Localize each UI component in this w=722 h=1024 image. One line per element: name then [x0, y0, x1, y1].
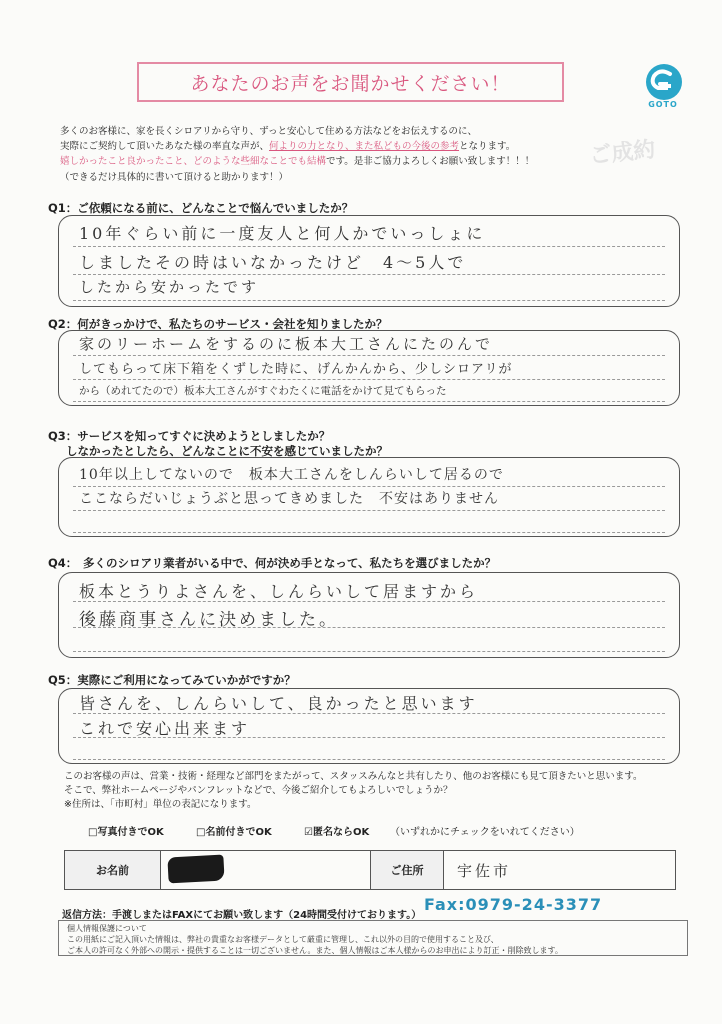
- name-ok-checkbox[interactable]: □名前付きでOK: [196, 827, 272, 838]
- page-title: [137, 62, 564, 102]
- address-label: ご住所: [371, 851, 443, 889]
- answer-line: 家のリーホームをするのに板本大工さんにたのんで: [79, 335, 494, 353]
- question-1-label: Q1：ご依頼になる前に、どんなことで悩んでいましたか？: [48, 201, 354, 215]
- intro-emphasis: 何よりの力となり、また私どもの今後の参考: [269, 141, 460, 152]
- return-method-note: 返信方法：手渡しまたはFAXにてお願い致します（24時間受付けております。）: [62, 910, 422, 921]
- question-2-label: Q2：何がきっかけで、私たちのサービス・会社を知りましたか？: [48, 317, 388, 331]
- address-value[interactable]: 宇佐市: [457, 862, 512, 880]
- photo-ok-checkbox[interactable]: □写真付きでOK: [88, 827, 164, 838]
- question-3-answer-box[interactable]: [58, 457, 680, 537]
- privacy-line-2: ご本人の許可なく外部への開示・提供することは一切ございません。また、個人情報はご本人様からのお申出により訂正・削除致します。: [67, 946, 563, 955]
- contact-table: [64, 850, 676, 890]
- checkbox-note: （いずれかにチェックをいれてください）: [390, 827, 580, 838]
- answer-line: 後藤商事さんに決めました。: [79, 610, 339, 630]
- consent-line-2: そこで、弊社ホームページやパンフレットなどで、今後ご紹介してもよろしいでしょうか？: [64, 785, 453, 796]
- privacy-notice: [58, 920, 688, 956]
- question-4-answer-box[interactable]: [58, 572, 680, 658]
- answer-line: 皆さんを、しんらいして、良かったと思います: [79, 694, 478, 713]
- question-1-answer-box[interactable]: [58, 215, 680, 307]
- answer-line: 10年以上してないので 板本大工さんをしんらいして居るので: [79, 467, 504, 483]
- fax-number: Fax:0979-24-3377: [424, 895, 603, 914]
- intro-line-2: 実際にご契約して頂いたあなた様の率直な声が、何よりの力となり、また私どもの今後の参考となります。: [60, 141, 516, 152]
- logo-text: GOTO: [648, 100, 678, 109]
- privacy-line-1: この用紙にご記入頂いた情報は、弊社の貴重なお客様データとして厳重に管理し、これ以外の目的で使用すること及び、: [67, 935, 499, 944]
- consent-line-1: このお客様の声は、営業・技術・経理など部門をまたがって、スタッスみんなと共有したり、他のお客様にも見て頂きたいと思います。: [64, 771, 643, 782]
- answer-line: 板本とうりよさんを、しんらいして居ますから: [79, 582, 479, 601]
- answer-line: したから安かったです: [79, 278, 260, 296]
- intro-line-3: 嬉しかったこと良かったこと、どのような些細なことでも結構です。是非ご協力よろしくお願い致します！！！: [60, 156, 535, 167]
- question-5-label: Q5：実際にご利用になってみていかがですか？: [48, 673, 296, 687]
- answer-line: ここならだいじょうぶと思ってきめました 不安はありません: [79, 491, 499, 507]
- intro-line-4: （できるだけ具体的に書いて頂けると助かります！）: [60, 172, 289, 183]
- consent-line-3: ※住所は、「市町村」単位の表記になります。: [64, 799, 257, 810]
- answer-line: から（めれてたので）板本大工さんがすぐわたくに電話をかけて見てもらった: [79, 385, 447, 397]
- name-redaction: [167, 855, 224, 884]
- page-title-text: あなたのお声をお聞かせください！: [190, 72, 511, 95]
- answer-line: 10年ぐらい前に一度友人と何人かでいっしょに: [79, 224, 486, 243]
- name-label: お名前: [65, 851, 160, 889]
- question-2-answer-box[interactable]: [58, 330, 680, 406]
- question-4-label: Q4： 多くのシロアリ業者がいる中で、何が決め手となって、私たちを選びましたか？: [48, 556, 497, 570]
- answer-line: しましたその時はいなかったけど 4～5人で: [79, 253, 467, 272]
- anonymous-ok-checkbox[interactable]: ☑匿名ならOK: [304, 827, 370, 838]
- question-3-label: Q3：サービスを知ってすぐに決めようとしましたか？: [48, 429, 331, 443]
- answer-line: してもらって床下箱をくずした時に、げんかんから、少しシロアリが: [79, 362, 513, 377]
- faint-stamp: ご成約: [588, 137, 657, 170]
- intro-line-1: 多くのお客様に、家を長くシロアリから守り、ずっと安心して住める方法などをお伝えするのに、: [60, 126, 478, 137]
- question-3-sublabel: しなかったとしたら、どんなことに不安を感じていましたか？: [66, 444, 388, 458]
- privacy-title: 個人情報保護について: [67, 924, 147, 933]
- answer-line: これで安心出来ます: [79, 719, 251, 738]
- question-5-answer-box[interactable]: [58, 688, 680, 764]
